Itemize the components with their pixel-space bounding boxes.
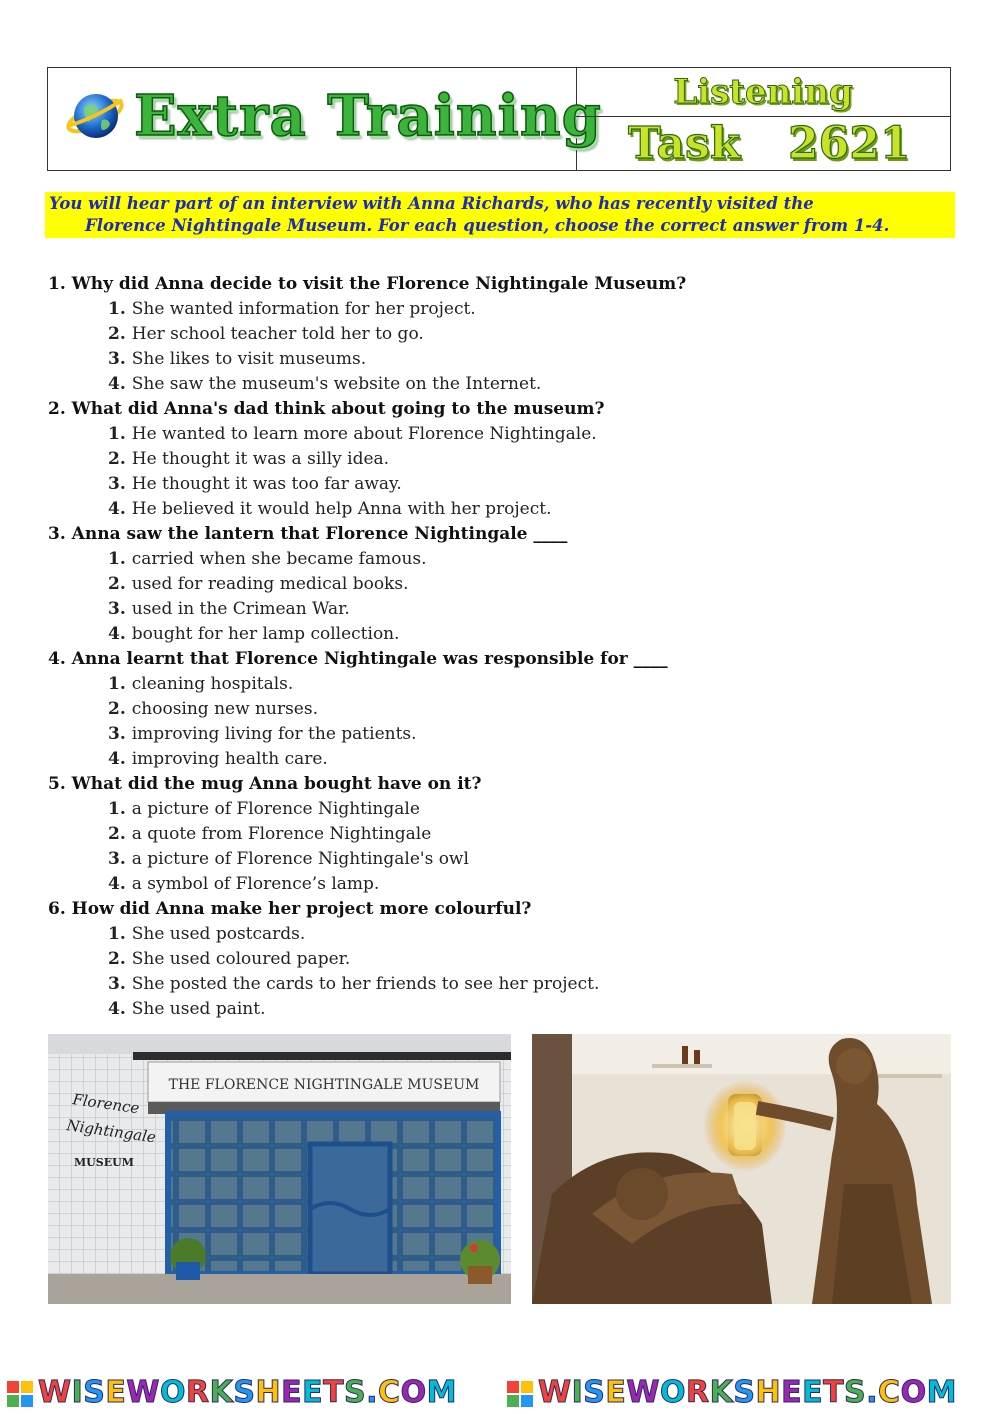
answer-option[interactable]: 4. improving health care. <box>108 749 328 769</box>
question-text: 6. How did Anna make her project more colourful? <box>48 899 532 919</box>
question-2 <box>48 397 948 522</box>
answer-option[interactable]: 2. choosing new nurses. <box>108 699 318 719</box>
brand-title: Extra Training <box>134 83 602 149</box>
task-label: Task <box>628 118 741 169</box>
watermark-text-1: WISEWORKSHEETS.COM <box>38 1375 457 1410</box>
watermark-text-2: WISEWORKSHEETS.COM <box>538 1375 957 1410</box>
answer-option[interactable]: 4. bought for her lamp collection. <box>108 624 400 644</box>
task-number: 2621 <box>788 118 911 169</box>
question-5 <box>48 772 948 897</box>
question-text: 5. What did the mug Anna bought have on it? <box>48 774 482 794</box>
section-title: Listening <box>673 72 853 112</box>
question-list <box>48 272 948 1022</box>
answer-option[interactable]: 1. a picture of Florence Nightingale <box>108 799 420 819</box>
answer-option[interactable]: 2. She used coloured paper. <box>108 949 351 969</box>
answer-option[interactable]: 3. She likes to visit museums. <box>108 349 367 369</box>
museum-entrance-photo <box>48 1034 511 1304</box>
answer-option[interactable]: 4. a symbol of Florence’s lamp. <box>108 874 380 894</box>
question-text: 1. Why did Anna decide to visit the Florence Nightingale Museum? <box>48 274 687 294</box>
answer-option[interactable]: 1. She wanted information for her project. <box>108 299 476 319</box>
answer-option[interactable]: 4. He believed it would help Anna with her project. <box>108 499 552 519</box>
header-box <box>47 67 951 171</box>
question-4 <box>48 647 948 772</box>
answer-option[interactable]: 2. used for reading medical books. <box>108 574 409 594</box>
question-text: 2. What did Anna's dad think about going to the museum? <box>48 399 605 419</box>
answer-option[interactable]: 4. She saw the museum's website on the Internet. <box>108 374 542 394</box>
answer-option[interactable]: 2. a quote from Florence Nightingale <box>108 824 432 844</box>
footer-watermark <box>0 1374 1000 1414</box>
answer-option[interactable]: 3. used in the Crimean War. <box>108 599 350 619</box>
wall-sign-text-2: Nightingale <box>65 1116 157 1147</box>
question-text: 3. Anna saw the lantern that Florence Nightingale ____ <box>48 524 568 544</box>
task-number-cell <box>576 117 950 170</box>
answer-option[interactable]: 1. He wanted to learn more about Florence Nightingale. <box>108 424 597 444</box>
wall-sign-text-1: Florence <box>71 1090 141 1118</box>
question-text: 4. Anna learnt that Florence Nightingale was responsible for ____ <box>48 649 668 669</box>
statue-with-lamp-photo <box>532 1034 951 1304</box>
answer-option[interactable]: 3. a picture of Florence Nightingale's owl <box>108 849 469 869</box>
brand-cell <box>48 68 602 170</box>
museum-sign-text: THE FLORENCE NIGHTINGALE MUSEUM <box>168 1077 480 1093</box>
instructions-banner <box>45 192 955 238</box>
answer-option[interactable]: 3. He thought it was too far away. <box>108 474 402 494</box>
wall-sign-text-3: MUSEUM <box>74 1156 134 1169</box>
section-cell <box>576 68 950 117</box>
task-cell <box>576 68 950 170</box>
answer-option[interactable]: 3. improving living for the patients. <box>108 724 417 744</box>
answer-option[interactable]: 3. She posted the cards to her friends to see her project. <box>108 974 600 994</box>
wise-logo-icon <box>6 1380 34 1408</box>
question-3 <box>48 522 948 647</box>
question-1 <box>48 272 948 397</box>
answer-option[interactable]: 2. He thought it was a silly idea. <box>108 449 390 469</box>
globe-logo-icon <box>64 86 126 146</box>
instructions-line-1: You will hear part of an interview with Anna Richards, who has recently visited the <box>49 194 814 213</box>
question-6 <box>48 897 948 1022</box>
answer-option[interactable]: 1. carried when she became famous. <box>108 549 427 569</box>
answer-option[interactable]: 2. Her school teacher told her to go. <box>108 324 424 344</box>
wise-logo-icon <box>506 1380 534 1408</box>
answer-option[interactable]: 1. She used postcards. <box>108 924 306 944</box>
instructions-line-2: Florence Nightingale Museum. For each question, choose the correct answer from 1-4. <box>85 216 890 235</box>
answer-option[interactable]: 4. She used paint. <box>108 999 266 1019</box>
answer-option[interactable]: 1. cleaning hospitals. <box>108 674 294 694</box>
